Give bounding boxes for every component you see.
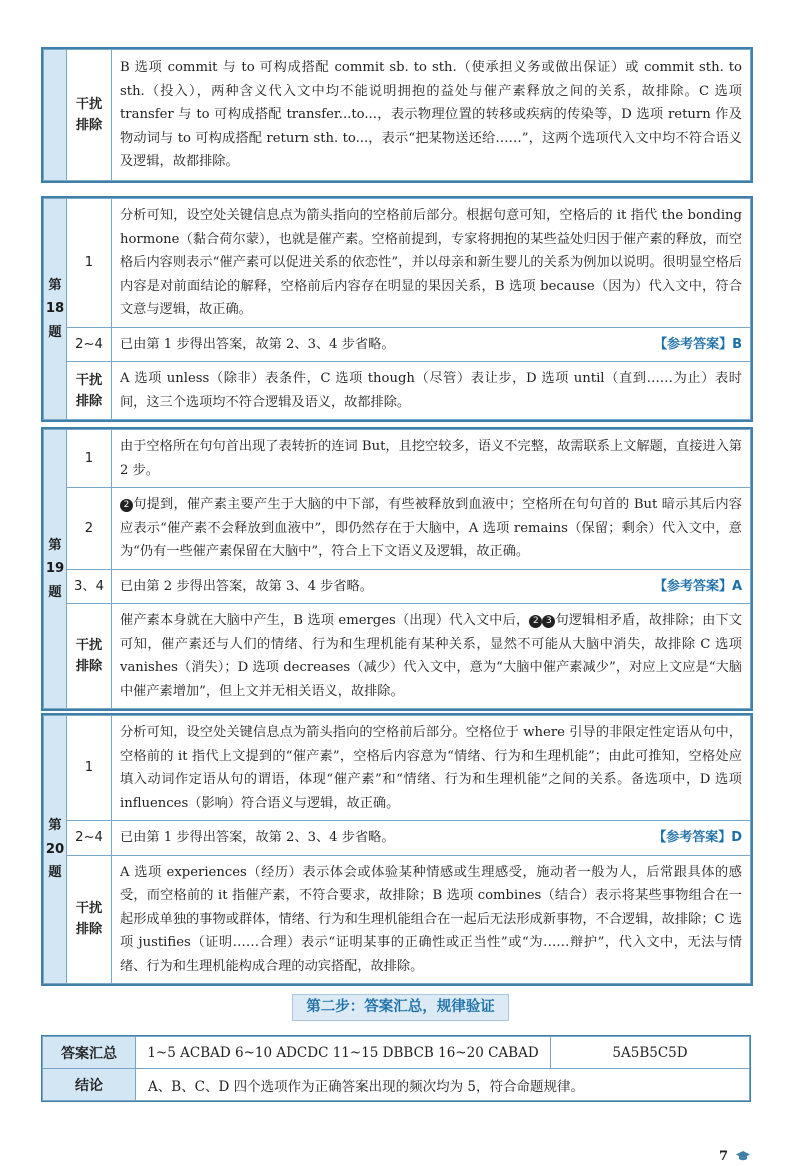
q18-distractor-label: 干扰排除 [67,362,112,420]
q18-step-2-row [112,327,751,362]
q19-distractor-text-b: 句逻辑相矛盾，故排除；由下文可知，催产素还与人们的情绪、行为和生理机能有某种关系，显然不可能从大脑中消失，故排除 C 选项 vanishes（消失）；D 选项 decreases（减少）代入文中，意为“大脑中催产素减少”，对应上文应是“大脑中催产素增加”，但上文并无相关语义，故排除。 [120,613,742,699]
q17-distractor-text: B 选项 commit 与 to 可构成搭配 commit sb. to sth.（使承担义务或做出保证）或 commit sth. to sth.（投入），两种含义代入文中均不能说明拥抱的益处与催产素释放之间的关系，故排除。C 选项 transfer 与 to 可构成搭配 transfer...to...，表示物理位置的转移或疾病的传染等，D 选项 return 作及物动词与 to 可构成搭配 return sth. to...，表示“把某物送还给……”，这两个选项代入文中均不符合语义及逻辑，故都排除。 [112,50,751,181]
q18-step-2-number: 2~4 [67,327,112,362]
graduation-cap-icon [735,1150,751,1162]
q19-step-2-row [112,488,751,570]
conclusion-text: A、B、C、D 四个选项作为正确答案出现的频次均为 5，符合命题规律。 [136,1069,750,1101]
question-18-label: 第 18 题 [44,199,67,420]
q19-distractor-text-a: 催产素本身就在大脑中产生，B 选项 emerges（出现）代入文中后， [120,613,530,628]
q20-step-1-number: 1 [67,716,112,821]
q20-step-1-text: 分析可知，设空处关键信息点为箭头指向的空格前后部分。空格位于 where 引导的非限定性定语从句中，空格前的 it 指代上文提到的“催产素”，空格后内容意为“情绪、行为和生理机能”；由此可推知，空格处应填入动词作定语从句的谓语，体现“催产素”和“情绪、行为和生理机能”之间的关系。备选项中，D 选项 influences（影响）符合语义与逻辑，故正确。 [112,716,751,821]
answer-counts: 5A5B5C5D [551,1037,750,1069]
q19-step-3-number: 3、4 [67,569,112,604]
q19-step-1-number: 1 [67,430,112,488]
answer-summary-label: 答案汇总 [43,1037,136,1069]
q20-step-2-number: 2~4 [67,821,112,856]
q17-distractor-box [41,47,753,183]
distractor-label: 干扰排除 [67,50,112,181]
q19-step-1-text: 由于空格所在句句首出现了表转折的连词 But，且挖空较多，语义不完整，故需联系上文解题，直接进入第 2 步。 [112,430,751,488]
answer-list: 1~5 ACBAD 6~10 ADCDC 11~15 DBBCB 16~20 CABAD [136,1037,551,1069]
q18-distractor-text: A 选项 unless（除非）表条件，C 选项 though（尽管）表让步，D 选项 until（直到……为止）表时间，这三个选项均不符合逻辑及语义，故都排除。 [112,362,751,420]
q19-step-3-row [112,569,751,604]
q19-distractor-row [112,604,751,709]
answer-summary-table [41,1035,751,1102]
q20-distractor-text: A 选项 experiences（经历）表示体会或体验某种情感或生理感受，施动者一般为人，后常跟具体的感受，而空格前的 it 指催产素，不符合要求，故排除；B 选项 combines（结合）表示将某些事物组合在一起形成单独的事物或群体，情绪、行为和生理机能组合在一起后无法形成新事物，不合逻辑，故排除；C 选项 justifies（证明……合理）表示“证明某事的正确性或正当性”或“为……辩护”，代入文中，无法与情绪、行为和生理机能构成合理的动宾搭配，故排除。 [112,855,751,984]
question-19-box [41,427,753,711]
q19-step-2-number: 2 [67,488,112,570]
q20-answer: 【参考答案】D [653,830,742,845]
q17-label-cell [44,50,67,181]
q20-distractor-label: 干扰排除 [67,855,112,984]
q19-step-3-text: 已由第 2 步得出答案，故第 3、4 步省略。 [120,578,373,594]
q20-step-2-text: 已由第 1 步得出答案，故第 2、3、4 步省略。 [120,830,395,845]
circled-2-icon: 2 [120,499,133,512]
question-20-box [41,713,753,986]
question-18-box [41,196,753,422]
q18-step-1-number: 1 [67,199,112,328]
question-19-label: 第 19 题 [44,430,67,709]
page-number: 7 [719,1149,729,1164]
q18-step-1-text: 分析可知，设空处关键信息点为箭头指向的空格前后部分。根据句意可知，空格后的 it 指代 the bonding hormone（黏合荷尔蒙），也就是催产素。空格前提到，专家将拥抱的某些益处归因于催产素的释放，而空格后内容则表示“催产素可以促进关系的依恋性”，并以母亲和新生婴儿的关系为例加以说明。很明显空格后内容是对前面结论的解释，空格前后内容存在明显的果因关系，B 选项 because（因为）代入文中，符合文意与逻辑，故正确。 [112,199,751,328]
step-two-banner: 第二步：答案汇总，规律验证 [292,994,509,1021]
q19-answer: 【参考答案】A [653,578,742,594]
q18-step-2-text: 已由第 1 步得出答案，故第 2、3、4 步省略。 [120,336,395,352]
circled-2-icon: 2 [529,615,542,628]
q19-step-2-text: 句提到，催产素主要产生于大脑的中下部，有些被释放到血液中；空格所在句句首的 But 暗示其后内容应表示“催产素不会释放到血液中”，即仍然存在于大脑中，A 选项 remains（保留；剩余）代入文中，意为“仍有一些催产素保留在大脑中”，符合上下文语义及逻辑，故正确。 [120,497,742,559]
circled-3-icon: 3 [542,615,555,628]
q20-step-2-row [112,821,751,856]
q18-answer: 【参考答案】B [654,336,742,352]
question-20-label: 第 20 题 [44,716,67,984]
conclusion-label: 结论 [43,1069,136,1101]
q19-distractor-label: 干扰排除 [67,604,112,709]
